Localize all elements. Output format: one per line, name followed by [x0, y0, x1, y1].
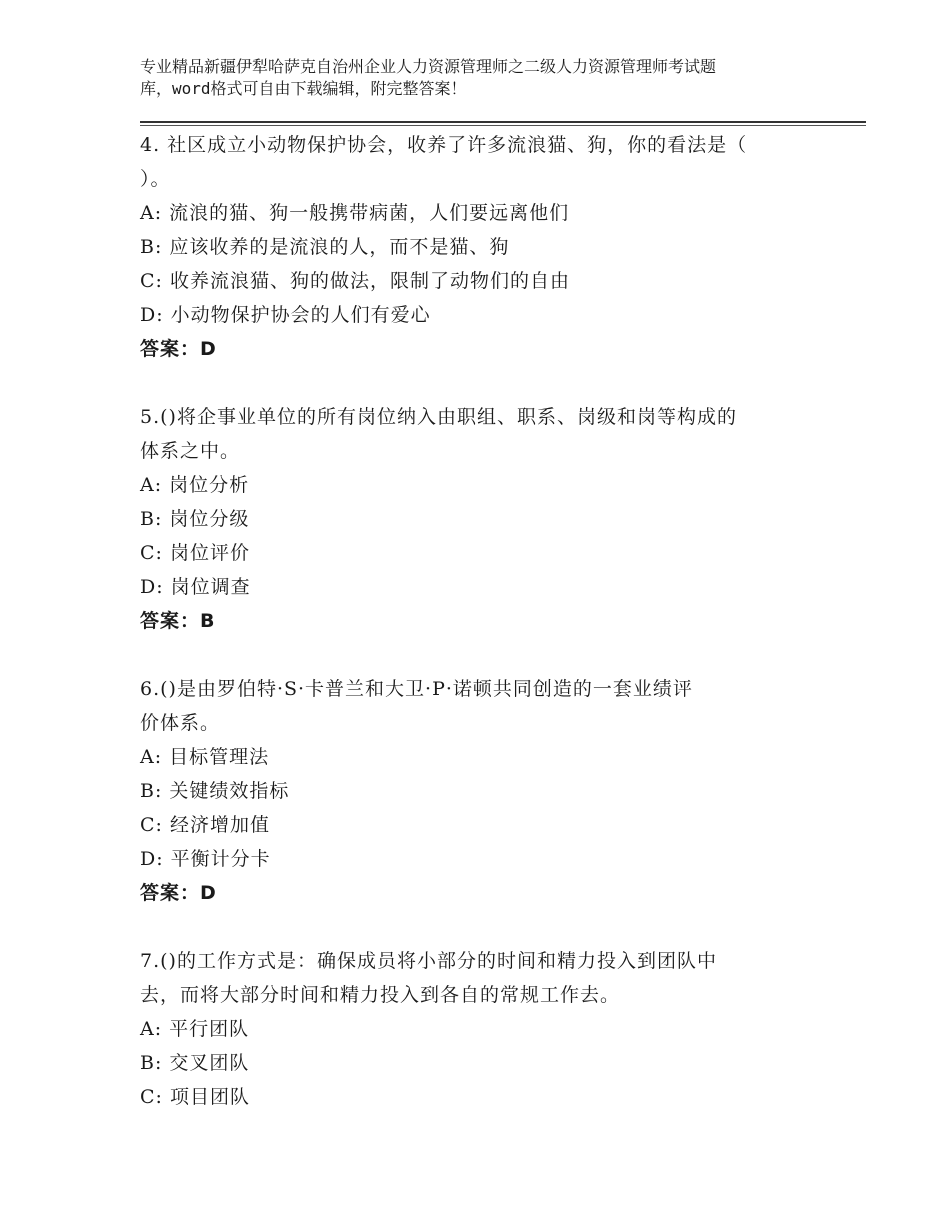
stem-line: 4. 社区成立小动物保护协会，收养了许多流浪猫、狗，你的看法是（ [140, 134, 748, 156]
option-b: B: 交叉团队 [140, 1052, 250, 1074]
stem-line: 去，而将大部分时间和精力投入到各自的常规工作去。 [140, 984, 621, 1006]
question-4 [140, 128, 820, 366]
option-c: C: 项目团队 [140, 1086, 250, 1108]
answer: 答案：D [140, 338, 217, 360]
header-line-1: 专业精品新疆伊犁哈萨克自治州企业人力资源管理师之二级人力资源管理师考试题 [140, 57, 717, 76]
option-a: A: 岗位分析 [140, 474, 250, 496]
option-b: B: 关键绩效指标 [140, 780, 290, 802]
question-stem [140, 944, 820, 1012]
question-5 [140, 400, 820, 638]
option-d: D: 平衡计分卡 [140, 848, 271, 870]
option-a: A: 平行团队 [140, 1018, 250, 1040]
stem-line: 价体系。 [140, 712, 221, 734]
option-d: D: 岗位调查 [140, 576, 251, 598]
option-d: D: 小动物保护协会的人们有爱心 [140, 304, 431, 326]
answer: 答案：B [140, 610, 216, 632]
stem-line: 7.()的工作方式是：确保成员将小部分的时间和精力投入到团队中 [140, 950, 717, 972]
spacer [140, 638, 820, 672]
question-list [140, 128, 820, 1114]
option-b: B: 岗位分级 [140, 508, 250, 530]
option-c: C: 经济增加值 [140, 814, 270, 836]
question-7 [140, 944, 820, 1114]
header-line-2: 库，word格式可自由下载编辑，附完整答案！ [140, 79, 467, 98]
stem-line: 体系之中。 [140, 440, 241, 462]
stem-line: 5.()将企事业单位的所有岗位纳入由职组、职系、岗级和岗等构成的 [140, 406, 737, 428]
answer: 答案：D [140, 882, 217, 904]
option-c: C: 岗位评价 [140, 542, 250, 564]
question-stem [140, 128, 820, 196]
option-a: A: 目标管理法 [140, 746, 270, 768]
stem-line: ）。 [140, 168, 171, 190]
spacer [140, 366, 820, 400]
stem-line: 6.()是由罗伯特·S·卡普兰和大卫·P·诺顿共同创造的一套业绩评 [140, 678, 693, 700]
option-c: C: 收养流浪猫、狗的做法，限制了动物们的自由 [140, 270, 570, 292]
document-header [140, 56, 830, 100]
header-rule-thin [140, 125, 866, 126]
option-a: A: 流浪的猫、狗一般携带病菌，人们要远离他们 [140, 202, 570, 224]
question-6 [140, 672, 820, 910]
option-b: B: 应该收养的是流浪的人，而不是猫、狗 [140, 236, 510, 258]
spacer [140, 910, 820, 944]
question-stem [140, 672, 820, 740]
header-rule-thick [140, 121, 866, 123]
question-stem [140, 400, 820, 468]
